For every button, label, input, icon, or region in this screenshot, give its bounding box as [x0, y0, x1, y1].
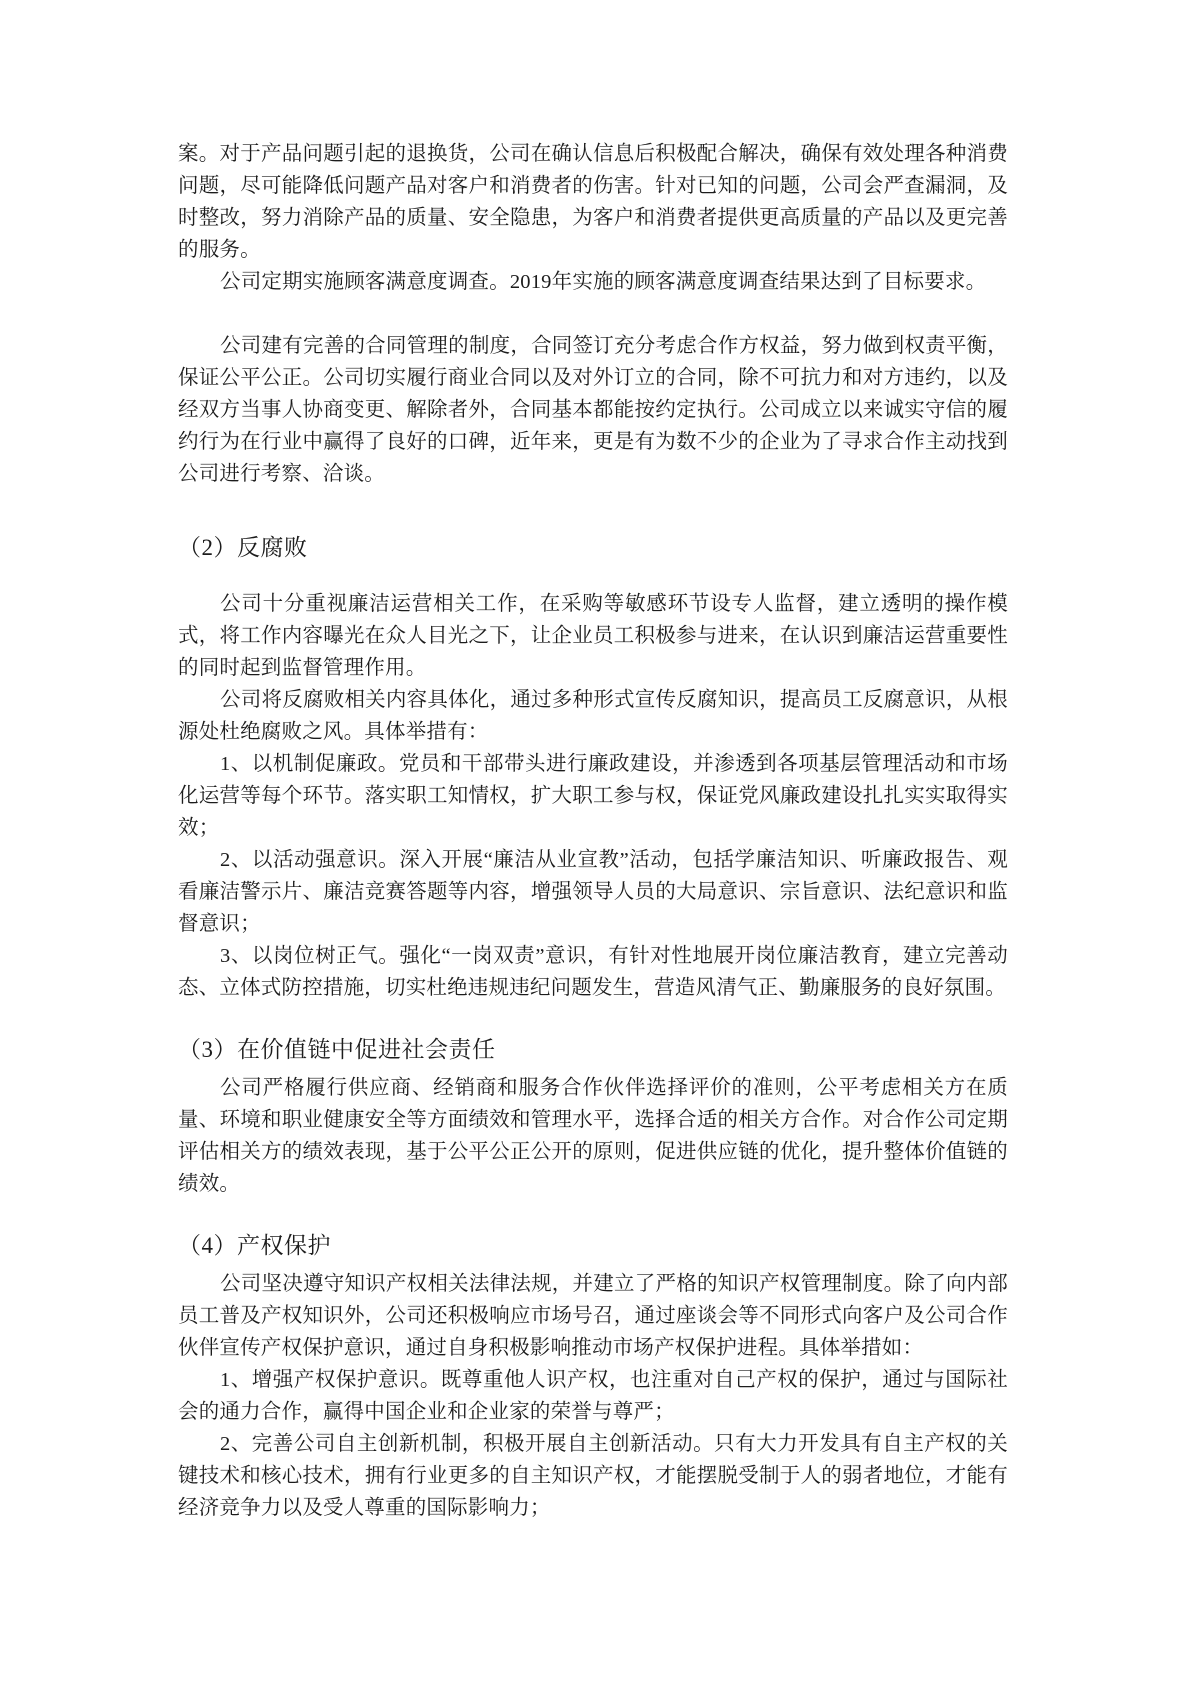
paragraph-ip-law-compliance: 公司坚决遵守知识产权相关法律法规，并建立了严格的知识产权管理制度。除了向内部员工普及产权知识外，公司还积极响应市场号召，通过座谈会等不同形式向客户及公司合作伙伴宣传产权保护意识，通过自身积极影响推动市场产权保护进程。具体举措如： — [178, 1273, 1008, 1359]
paragraph-anticorruption-publicity: 公司将反腐败相关内容具体化，通过多种形式宣传反腐知识，提高员工反腐意识，从根源处杜绝腐败之风。具体举措有： — [178, 689, 1008, 743]
section-heading-anti-corruption: （2）反腐败 — [178, 535, 308, 560]
list-item-ip-awareness: 1、增强产权保护意识。既尊重他人识产权，也注重对自己产权的保护，通过与国际社会的通力合作，赢得中国企业和企业家的荣誉与尊严； — [178, 1369, 1008, 1423]
paragraph-integrity-operations: 公司十分重视廉洁运营相关工作，在采购等敏感环节设专人监督，建立透明的操作模式，将工作内容曝光在众人目光之下，让企业员工积极参与进来，在认识到廉洁运营重要性的同时起到监督管理作用。 — [178, 593, 1008, 679]
list-item-mechanism-integrity: 1、以机制促廉政。党员和干部带头进行廉政建设，并渗透到各项基层管理活动和市场化运营等每个环节。落实职工知情权，扩大职工参与权，保证党风廉政建设扎扎实实取得实效； — [178, 753, 1008, 839]
paragraph-contract-management: 公司建有完善的合同管理的制度，合同签订充分考虑合作方权益，努力做到权责平衡，保证公平公正。公司切实履行商业合同以及对外订立的合同，除不可抗力和对方违约，以及经双方当事人协商变更、解除者外，合同基本都能按约定执行。公司成立以来诚实守信的履约行为在行业中赢得了良好的口碑，近年来，更是有为数不少的企业为了寻求合作主动找到公司进行考察、洽谈。 — [178, 335, 1008, 485]
section-heading-value-chain-responsibility: （3）在价值链中促进社会责任 — [178, 1037, 496, 1062]
list-item-independent-innovation: 2、完善公司自主创新机制，积极开展自主创新活动。只有大力开发具有自主产权的关键技术和核心技术，拥有行业更多的自主知识产权，才能摆脱受制于人的弱者地位，才能有经济竞争力以及受人尊重的国际影响力； — [178, 1433, 1008, 1519]
list-item-post-integrity: 3、以岗位树正气。强化“一岗双责”意识，有针对性地展开岗位廉洁教育，建立完善动态、立体式防控措施，切实杜绝违规违纪问题发生，营造风清气正、勤廉服务的良好氛围。 — [178, 945, 1008, 999]
paragraph-product-returns-continuation: 案。对于产品问题引起的退换货，公司在确认信息后积极配合解决，确保有效处理各种消费问题，尽可能降低问题产品对客户和消费者的伤害。针对已知的问题，公司会严查漏洞，及时整改，努力消除产品的质量、安全隐患，为客户和消费者提供更高质量的产品以及更完善的服务。 — [178, 143, 1008, 261]
paragraph-supplier-selection: 公司严格履行供应商、经销商和服务合作伙伴选择评价的准则，公平考虑相关方在质量、环境和职业健康安全等方面绩效和管理水平，选择合适的相关方合作。对合作公司定期评估相关方的绩效表现，基于公平公正公开的原则，促进供应链的优化，提升整体价值链的绩效。 — [178, 1077, 1008, 1195]
paragraph-customer-satisfaction-survey: 公司定期实施顾客满意度调查。2019年实施的顾客满意度调查结果达到了目标要求。 — [220, 271, 987, 293]
list-item-activity-awareness: 2、以活动强意识。深入开展“廉洁从业宣教”活动，包括学廉洁知识、听廉政报告、观看廉洁警示片、廉洁竞赛答题等内容，增强领导人员的大局意识、宗旨意识、法纪意识和监督意识； — [178, 849, 1008, 935]
section-heading-property-rights-protection: （4）产权保护 — [178, 1233, 331, 1258]
